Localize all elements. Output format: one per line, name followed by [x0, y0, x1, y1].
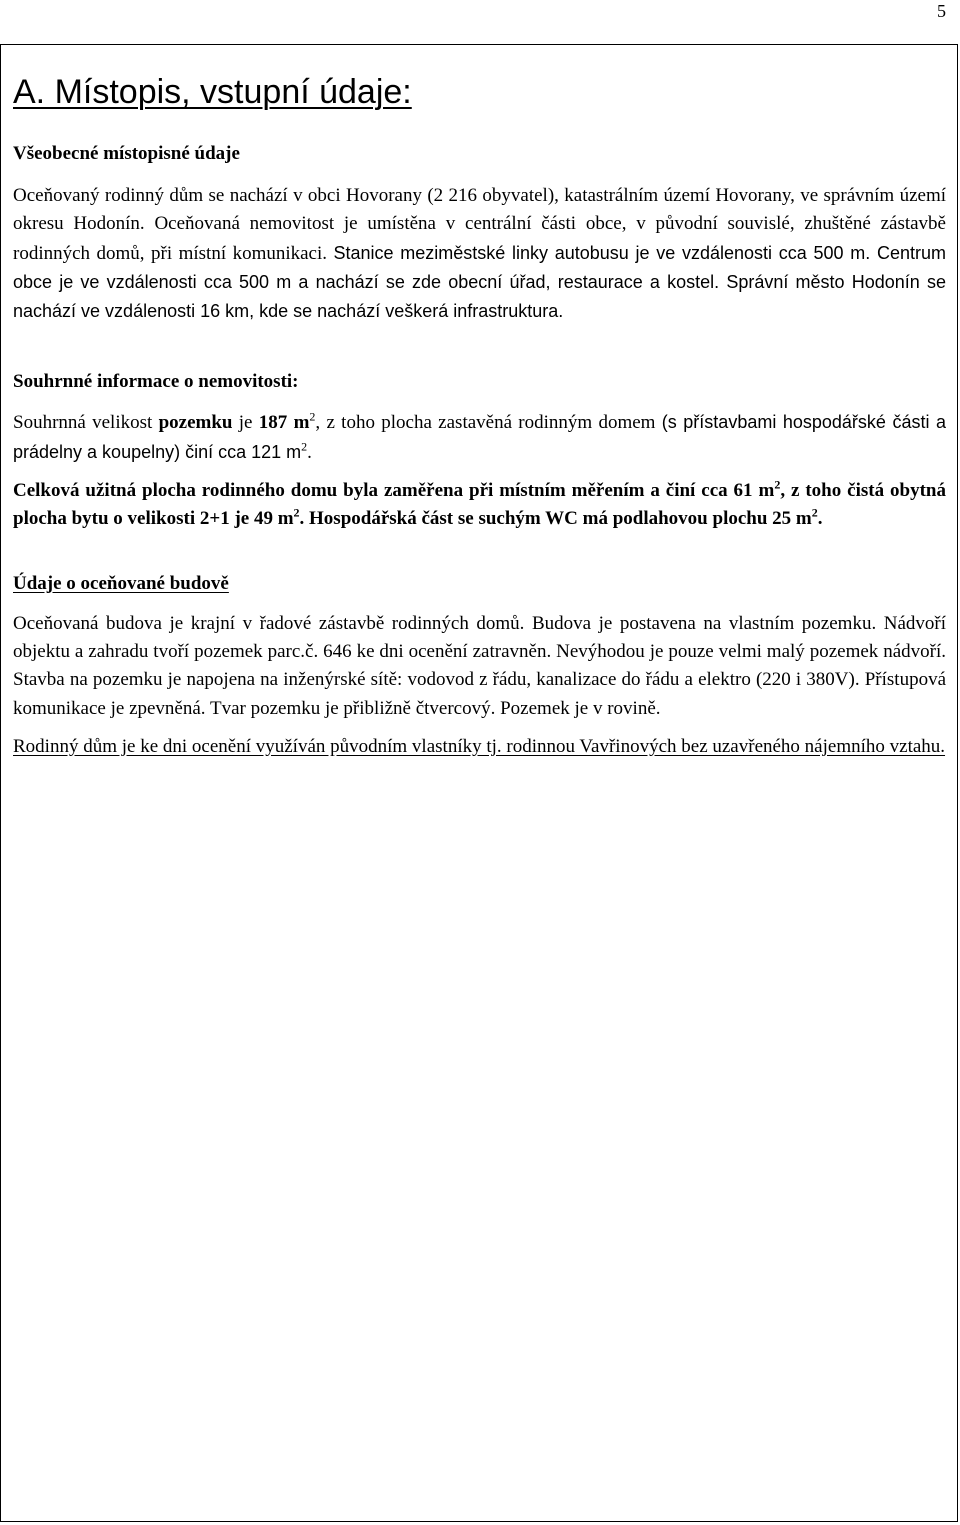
land-area-exponent: 2 [309, 410, 316, 425]
floor-area-exp-2: 2 [293, 506, 300, 521]
page-number: 5 [937, 1, 946, 21]
location-text-b: Stanice meziměstské linky autobusu je ve vzdálenosti cca 500 m. Centrum obce je ve vzdálenosti cca 500 m a nachází se zde obecní úřad, restaurace a kostel. Správní město Hodonín se nachází ve vzdálenosti 16 km, kde se nachází veškerá infrastruktura. [13, 242, 947, 322]
section-heading-building: Údaje o oceňované budově [13, 572, 229, 594]
floor-area-text-a: Celková užitná plocha rodinného domu byla zaměřena při místním měřením a činí cca 61 m [13, 480, 775, 502]
section-heading-location: Všeobecné místopisné údaje [13, 143, 240, 164]
location-text-a: Oceňovaný rodinný dům se nachází v obci Hovorany (2 216 obyvatel), katastrálním území Hovorany, ve správním území okresu Hodonín. Oceňovaná nemovitost je umístěna v centrální části obce, v původní souvislé, zhuštěné zástavbě rodinných domů, při místní komunikaci. [13, 185, 946, 264]
usage-paragraph: Rodinný dům je ke dni ocenění využíván původním vlastníky tj. rodinnou Vavřinových bez uzavřeného nájemního vztahu. [13, 735, 946, 757]
page-title: A. Místopis, vstupní údaje: [13, 73, 412, 111]
location-paragraph [13, 182, 946, 326]
summary-paragraph-floor-area [13, 477, 946, 534]
land-text-3: , z toho plocha zastavěná rodinným domem [315, 412, 656, 434]
built-area-text: (s přístavbami hospodářské části a prádelny a koupelny) činí cca 121 m [13, 412, 947, 462]
document-body [13, 70, 946, 761]
land-keyword: pozemku [158, 412, 233, 434]
built-area-exponent: 2 [301, 439, 308, 454]
section-heading-summary: Souhrnné informace o nemovitosti: [13, 371, 299, 393]
building-paragraph: Oceňovaná budova je krajní v řadové zástavbě rodinných domů. Budova je postavena na vlastním pozemku. Nádvoří objektu a zahradu tvoří pozemek parc.č. 646 ke dni ocenění zatravněn. Nevýhodou je pouze velmi malý pozemek nádvoří. Stavba na pozemku je napojena na inženýrské sítě: vodovod z řádu, kanalizace do řádu a elektro (220 i 380V). Přístupová komunikace je zpevněná. Tvar pozemku je přibližně čtvercový. Pozemek je v rovině. [13, 612, 946, 719]
floor-area-text-d: . [817, 508, 823, 530]
floor-area-text-b: , z toho čistá obytná plocha bytu o velikosti 2+1 je 49 m [13, 480, 946, 530]
floor-area-exp-1: 2 [774, 477, 781, 492]
land-text-2: je [238, 412, 253, 434]
floor-area-exp-3: 2 [811, 506, 818, 521]
land-text-end: . [307, 441, 312, 463]
land-area: 187 m [258, 412, 310, 434]
land-text-1: Souhrnná velikost [13, 412, 153, 434]
summary-paragraph-land [13, 408, 946, 467]
floor-area-text-c: . Hospodářská část se suchým WC má podlahovou plochu 25 m [299, 508, 812, 530]
